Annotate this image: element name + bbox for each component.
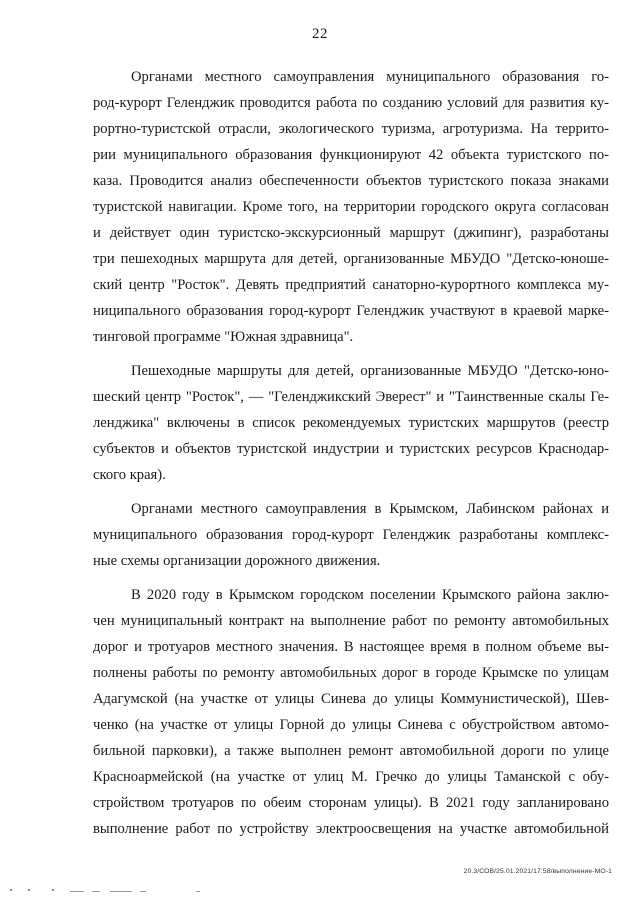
text-line: рии муниципального образования функционируют 42 объекта туристского по- [93, 147, 609, 163]
scan-artifact [52, 889, 54, 891]
paragraph [93, 582, 609, 842]
text-line: род-курорт Геленджик проводится работа по созданию условий для развития ку- [93, 95, 609, 111]
paragraph-gap [93, 574, 609, 582]
text-line: Красноармейской (на участке от улиц М. Гречко до улицы Таманской с обу- [93, 769, 609, 785]
text-line: туристской навигации. Кроме того, на территории городского округа согласован [93, 199, 609, 215]
paragraph-gap [93, 350, 609, 358]
scan-artifact [28, 889, 30, 891]
scan-artifact [92, 891, 100, 892]
text-line: рортно-туристской отрасли, экологического туризма, агротуризма. На террито- [93, 121, 609, 137]
scan-artifact [140, 891, 146, 892]
text-line: стройством тротуаров по обеим сторонам улицы). В 2021 году запланировано [93, 795, 609, 811]
text-line: выполнение работ по устройству электроосвещения на участке автомобильной [93, 821, 609, 837]
paragraph [93, 496, 609, 574]
paragraph [93, 64, 609, 350]
text-line: Органами местного самоуправления муниципального образования го- [131, 69, 609, 85]
text-line: В 2020 году в Крымском городском поселении Крымского района заклю- [131, 587, 609, 603]
text-line: шеский центр "Росток", — "Геленджикский Эверест" и "Таинственные скалы Ге- [93, 389, 609, 405]
text-line: ленджика" включены в список рекомендуемых туристских маршрутов (реестр [93, 415, 609, 431]
text-line: каза. Проводится анализ обеспеченности объектов туристского показа знаками [93, 173, 609, 189]
text-line: три пешеходных маршрута для детей, организованные МБУДО "Детско-юноше- [93, 251, 609, 267]
text-line: субъектов и объектов туристской индустрии и туристских ресурсов Краснодар- [93, 441, 609, 457]
document-code: 20.3/СОВ/25.01.2021/17:58/выполнение-МО-1 [463, 868, 612, 875]
text-line: и действует один туристско-экскурсионный маршрут (джипинг), разработаны [93, 225, 609, 241]
text-line: ский центр "Росток". Девять предприятий санаторно-курортного комплекса му- [93, 277, 609, 293]
paragraph-gap [93, 488, 609, 496]
scan-artifact [196, 891, 200, 892]
text-line: бильной парковки), а также выполнен ремонт автомобильной дороги по улице [93, 743, 609, 759]
text-line: Адагумской (на участке от улицы Синева до улицы Коммунистической), Шев- [93, 691, 609, 707]
text-line: чен муниципальный контракт на выполнение работ по ремонту автомобильных [93, 613, 609, 629]
scan-artifact [110, 891, 132, 892]
text-line: ского края). [93, 467, 166, 483]
document-body [93, 64, 609, 842]
text-line: дорог и тротуаров местного значения. В настоящее время в полном объеме вы- [93, 639, 609, 655]
text-line: полнены работы по ремонту автомобильных дорог в городе Крымске по улицам [93, 665, 609, 681]
scan-artifact [70, 891, 84, 892]
text-line: муниципального образования город-курорт Геленджик разработаны комплекс- [93, 527, 609, 543]
paragraph [93, 358, 609, 488]
text-line: ные схемы организации дорожного движения. [93, 553, 381, 569]
text-line: Органами местного самоуправления в Крымском, Лабинском районах и [131, 501, 609, 517]
text-line: Пешеходные маршруты для детей, организованные МБУДО "Детско-юно- [131, 363, 609, 379]
page-number: 22 [312, 26, 328, 42]
text-line: ниципального образования город-курорт Геленджик участвуют в краевой марке- [93, 303, 609, 319]
text-line: ченко (на участке от улицы Горной до улицы Синева с обустройством автомо- [93, 717, 609, 733]
scan-artifact [10, 889, 12, 891]
text-line: тинговой программе "Южная здравница". [93, 329, 354, 345]
